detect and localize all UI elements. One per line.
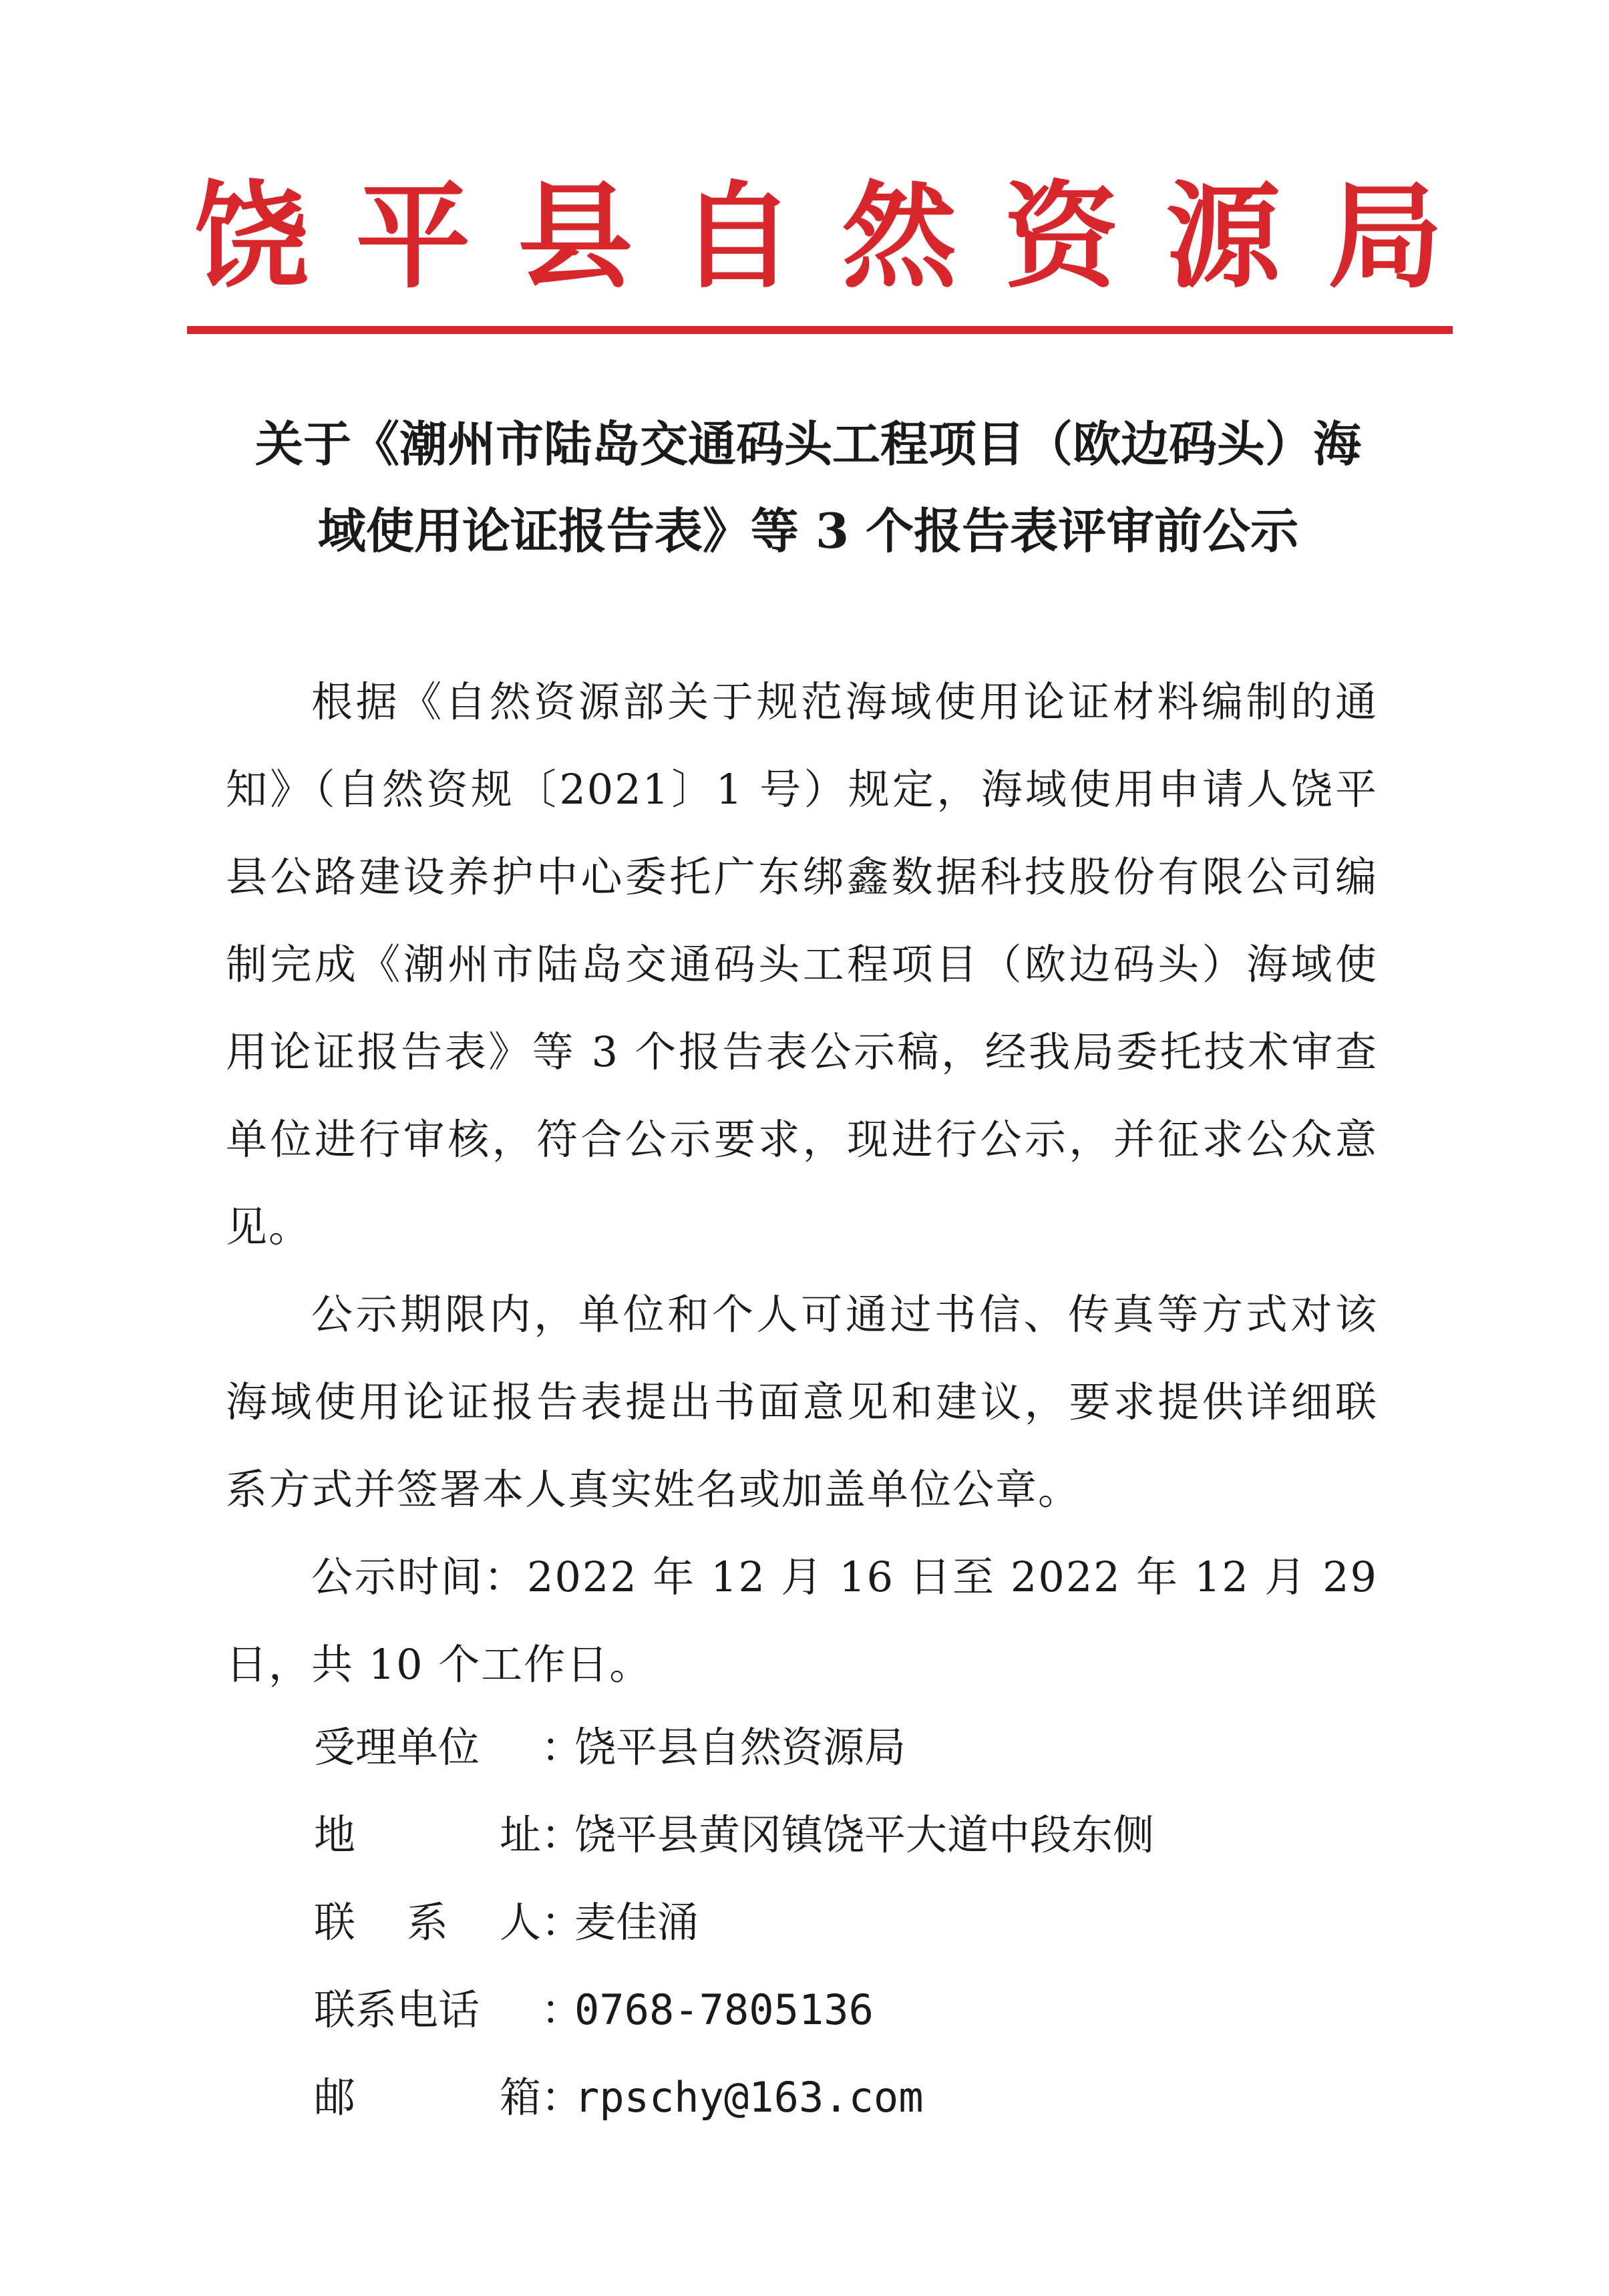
- person-label-char: 联: [314, 1898, 356, 1947]
- acceptor-label-text: 受理单位: [314, 1723, 480, 1772]
- address-label-char: 址: [499, 1810, 541, 1859]
- email-value: rpschy@163.com: [574, 2073, 924, 2122]
- contact-row-address: [314, 1791, 1383, 1878]
- body-paragraph-2: 公示期限内，单位和个人可通过书信、传真等方式对该海域使用论证报告表提出书面意见和建议，要求提供详细联系方式并签署本人真实姓名或加盖单位公章。: [226, 1290, 1378, 1514]
- address-colon: ：: [541, 1810, 583, 1859]
- phone-colon: ：: [541, 1985, 583, 2034]
- email-colon: ：: [541, 2073, 583, 2122]
- letterhead-char: 饶: [194, 170, 309, 304]
- letterhead-char: 县: [518, 170, 633, 304]
- contact-row-phone: [314, 1966, 1383, 2054]
- acceptor-value: 饶平县自然资源局: [574, 1723, 906, 1772]
- letterhead-char: 然: [842, 170, 957, 304]
- contact-info: [314, 1703, 1383, 2141]
- email-label-char: 邮: [314, 2073, 356, 2122]
- acceptor-colon: ：: [541, 1723, 583, 1772]
- letterhead-char: 资: [1003, 170, 1119, 304]
- contact-row-email: [314, 2054, 1383, 2141]
- person-label-char: 人: [499, 1898, 541, 1947]
- phone-label-text: 联系电话: [314, 1985, 480, 2034]
- person-value: 麦佳涌: [574, 1898, 699, 1947]
- body-paragraph-3: 公示时间：2022 年 12 月 16 日至 2022 年 12 月 29 日，共 10 个工作日。: [226, 1552, 1378, 1689]
- address-value: 饶平县黄冈镇饶平大道中段东侧: [574, 1810, 1155, 1859]
- acceptor-label: [314, 1703, 541, 1791]
- letterhead-char: 平: [355, 170, 471, 304]
- email-label: [314, 2054, 541, 2141]
- person-label-char: 系: [406, 1898, 448, 1947]
- letterhead-char: 源: [1166, 170, 1281, 304]
- letterhead-char: 局: [1327, 170, 1443, 304]
- document-title: [220, 401, 1396, 575]
- contact-row-person: [314, 1878, 1383, 1966]
- email-label-char: 箱: [499, 2073, 541, 2122]
- document-title-line-2: 域使用论证报告表》等 3 个报告表评审前公示: [317, 502, 1299, 559]
- body-paragraph-1: 根据《自然资源部关于规范海域使用论证材料编制的通知》（自然资规〔2021〕1 号）规定，海域使用申请人饶平县公路建设养护中心委托广东绑鑫数据科技股份有限公司编制完成《潮州市陆岛交通码头工程项目（欧边码头）海域使用论证报告表》等 3 个报告表公示稿，经我局委托技术审查单位进行审核，符合公示要求，现进行公示，并征求公众意见。: [226, 677, 1378, 1251]
- address-label-char: 地: [314, 1810, 356, 1859]
- letterhead-char: 自: [679, 170, 795, 304]
- document-title-line-1: 关于《潮州市陆岛交通码头工程项目（欧边码头）海: [254, 416, 1361, 472]
- agency-letterhead: [194, 170, 1443, 304]
- document-body: [226, 658, 1378, 1708]
- phone-label: [314, 1966, 541, 2054]
- address-label: [314, 1791, 541, 1878]
- person-label: [314, 1878, 541, 1966]
- contact-row-acceptor: [314, 1703, 1383, 1791]
- letterhead-divider: [187, 326, 1453, 334]
- person-colon: ：: [541, 1898, 583, 1947]
- phone-value: 0768-7805136: [574, 1985, 874, 2034]
